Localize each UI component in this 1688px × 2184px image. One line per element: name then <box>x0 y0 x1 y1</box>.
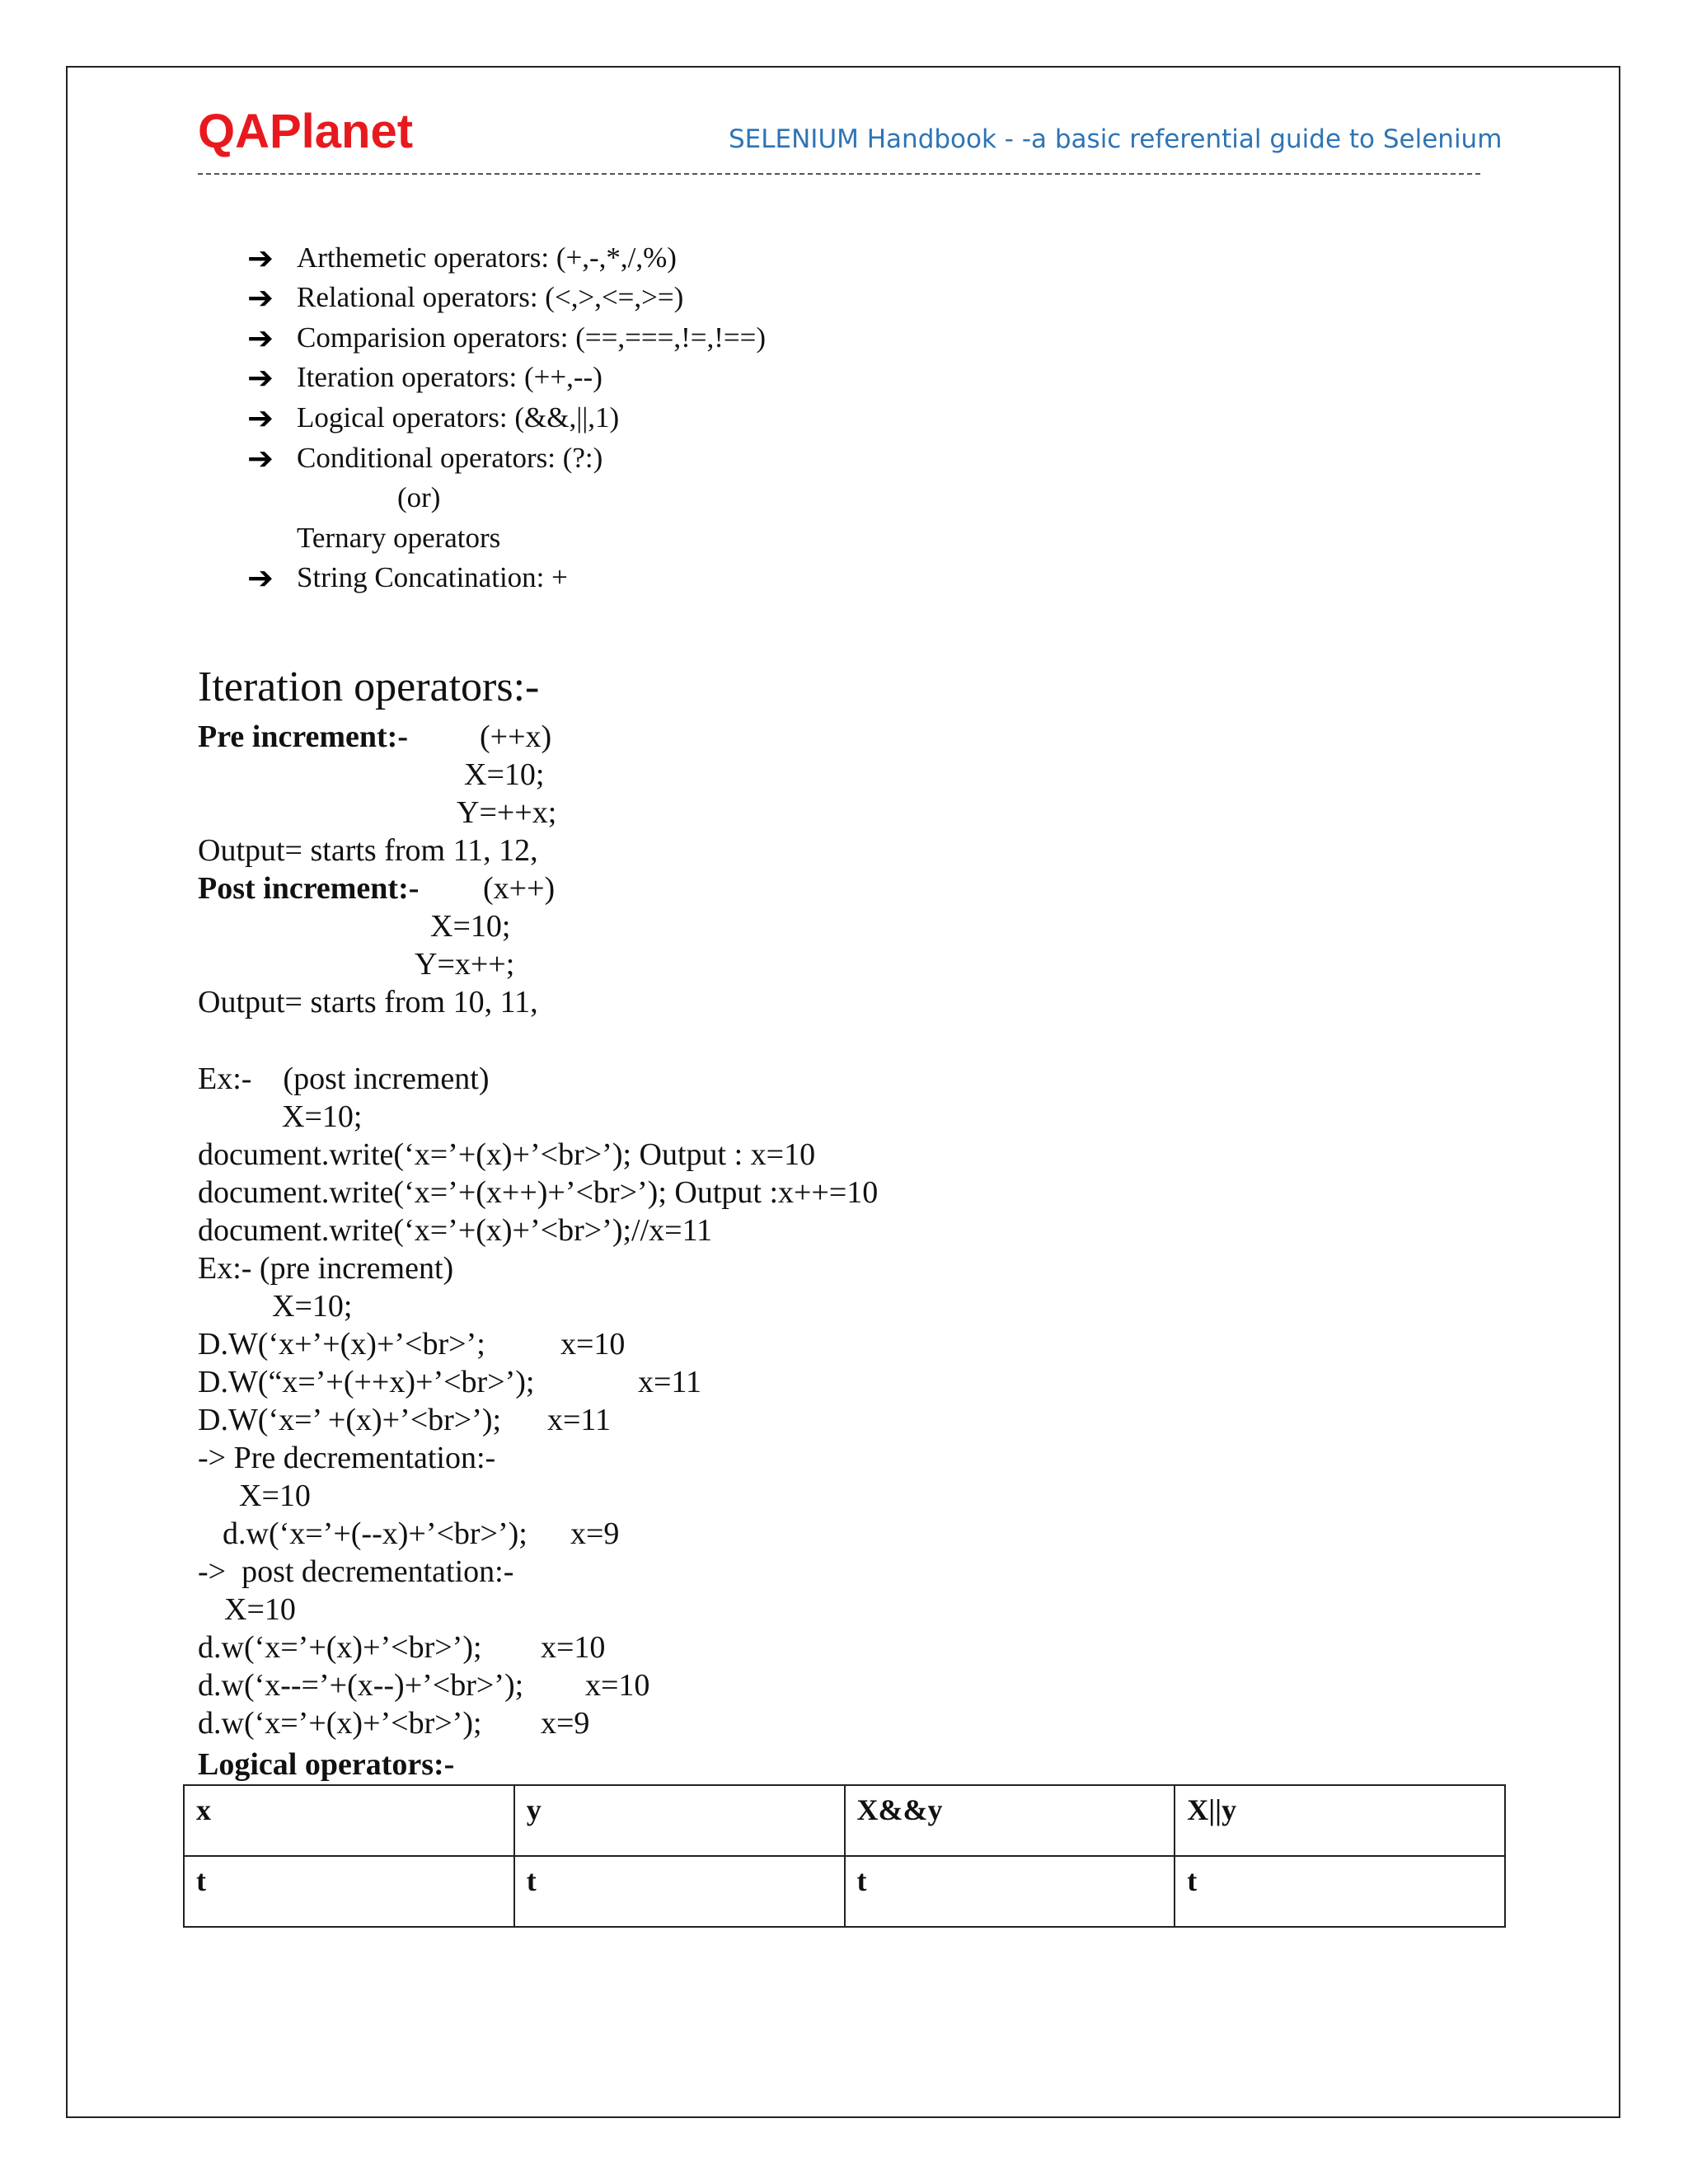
post-decrement-line3: d.w(‘x=’+(x)+’<br>’); <box>198 1706 482 1741</box>
right-arrow-icon: ➔ <box>247 240 274 276</box>
header-title: SELENIUM Handbook - -a basic referential guide to Selenium <box>729 124 1503 154</box>
bullet-text: Conditional operators: (?:) <box>297 442 603 474</box>
post-increment-y: Y=x++; <box>415 947 515 982</box>
post-decrement-result1: x=10 <box>541 1630 606 1665</box>
example-post-line2: document.write(‘x=’+(x++)+’<br>’); Output :x++=10 <box>198 1175 879 1210</box>
right-arrow-icon: ➔ <box>247 400 274 436</box>
example-pre-line2: D.W(“x=’+(++x)+’<br>’); <box>198 1365 535 1399</box>
header-divider <box>198 173 1480 175</box>
example-post-x: X=10; <box>282 1099 363 1134</box>
table-cell: t <box>514 1856 845 1927</box>
post-increment-output: Output= starts from 10, 11, <box>198 985 538 1019</box>
bullet-or <box>397 479 440 517</box>
bullet-text: Arthemetic operators: (+,-,*,/,%) <box>297 241 677 274</box>
pre-decrement-x: X=10 <box>239 1479 311 1513</box>
example-pre-result2: x=11 <box>638 1365 702 1399</box>
example-pre-label: Ex:- (pre increment) <box>198 1251 454 1286</box>
right-arrow-icon: ➔ <box>247 279 274 316</box>
table-header-cell: y <box>514 1785 845 1856</box>
logical-truth-table <box>183 1784 1506 1928</box>
table-header-cell: x <box>184 1785 514 1856</box>
bullet-iteration <box>247 359 603 396</box>
example-pre-result1: x=10 <box>560 1327 626 1361</box>
pre-decrement-result1: x=9 <box>570 1516 620 1551</box>
pre-increment-label: Pre increment:- <box>198 719 408 754</box>
bullet-conditional <box>247 439 603 477</box>
example-pre-result3: x=11 <box>547 1403 612 1437</box>
table-cell: t <box>845 1856 1175 1927</box>
brand-logo: QAPlanet <box>198 105 414 158</box>
pre-increment-output: Output= starts from 11, 12, <box>198 833 538 868</box>
post-increment-label: Post increment:- <box>198 871 420 906</box>
right-arrow-icon: ➔ <box>247 440 274 476</box>
example-pre-line1: D.W(‘x+’+(x)+’<br>’; <box>198 1327 485 1361</box>
pre-decrement-label: -> Pre decrementation:- <box>198 1441 496 1475</box>
post-decrement-line2: d.w(‘x--=’+(x--)+’<br>’); <box>198 1668 524 1703</box>
table-cell: t <box>1175 1856 1505 1927</box>
table-header-row <box>184 1785 1505 1856</box>
bullet-relational <box>247 279 683 316</box>
pre-increment-y: Y=++x; <box>457 795 557 830</box>
right-arrow-icon: ➔ <box>247 359 274 396</box>
table-header-cell: X&&y <box>845 1785 1175 1856</box>
bullet-logical <box>247 399 619 437</box>
pre-increment-x: X=10; <box>464 757 545 792</box>
table-cell: t <box>184 1856 514 1927</box>
section-heading-iteration: Iteration operators:- <box>198 663 540 710</box>
example-post-label: Ex:- (post increment) <box>198 1062 490 1096</box>
post-decrement-label: -> post decrementation:- <box>198 1554 514 1589</box>
bullet-text: (or) <box>397 481 441 513</box>
bullet-text: Logical operators: (&&,||,1) <box>297 401 620 434</box>
pre-decrement-line1: d.w(‘x=’+(--x)+’<br>’); <box>223 1516 528 1551</box>
right-arrow-icon: ➔ <box>247 320 274 356</box>
post-decrement-x: X=10 <box>224 1592 296 1627</box>
bullet-arithmetic <box>247 239 677 277</box>
bullet-text: Comparision operators: (==,===,!=,!==) <box>297 321 767 354</box>
example-post-line3: document.write(‘x=’+(x)+’<br>’);//x=11 <box>198 1213 713 1248</box>
bullet-text: String Concatination: + <box>297 561 568 593</box>
post-decrement-result2: x=10 <box>585 1668 650 1703</box>
section-heading-logical: Logical operators:- <box>198 1747 455 1782</box>
post-increment-x: X=10; <box>430 909 511 944</box>
bullet-text: Iteration operators: (++,--) <box>297 361 603 393</box>
example-post-line1: document.write(‘x=’+(x)+’<br>’); Output : x=10 <box>198 1137 816 1172</box>
pre-increment-expr: (++x) <box>480 719 552 754</box>
bullet-ternary <box>297 519 500 557</box>
table-row <box>184 1856 1505 1927</box>
post-increment-expr: (x++) <box>483 871 556 906</box>
bullet-text: Ternary operators <box>297 522 501 554</box>
right-arrow-icon: ➔ <box>247 560 274 596</box>
table-header-cell: X||y <box>1175 1785 1505 1856</box>
example-pre-line3: D.W(‘x=’ +(x)+’<br>’); <box>198 1403 502 1437</box>
bullet-comparison <box>247 319 766 357</box>
bullet-text: Relational operators: (<,>,<=,>=) <box>297 281 684 313</box>
post-decrement-result3: x=9 <box>541 1706 590 1741</box>
bullet-concat <box>247 559 568 597</box>
post-decrement-line1: d.w(‘x=’+(x)+’<br>’); <box>198 1630 482 1665</box>
example-pre-x: X=10; <box>272 1289 353 1324</box>
